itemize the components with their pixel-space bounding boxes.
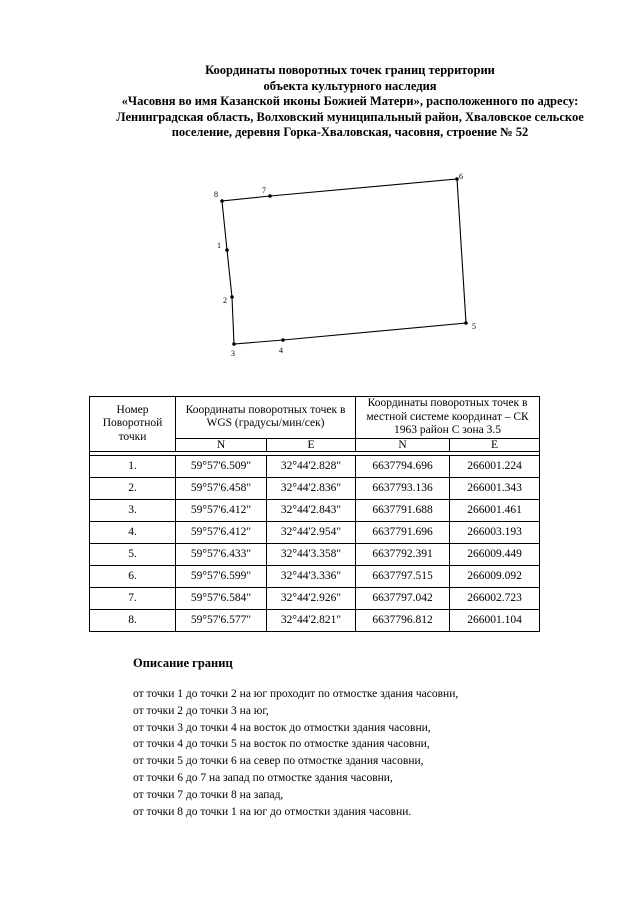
cell-local-e: 266009.092 (450, 565, 540, 587)
table-row (90, 609, 540, 631)
point-markers (220, 177, 468, 346)
cell-local-e: 266001.461 (450, 499, 540, 521)
point-marker-7 (268, 194, 272, 198)
description-line: от точки 8 до точки 1 на юг до отмостки здания часовни. (133, 805, 412, 818)
point-label-3: 3 (231, 349, 235, 358)
cell-local-e: 266003.193 (450, 521, 540, 543)
point-label-6: 6 (459, 172, 463, 181)
description-line: от точки 2 до точки 3 на юг, (133, 704, 269, 717)
point-label-2: 2 (223, 296, 227, 305)
point-marker-3 (232, 342, 236, 346)
cell-wgs-n: 59°57'6.577" (176, 609, 267, 631)
table-row (90, 455, 540, 477)
cell-point-number: 8. (90, 609, 176, 631)
header-local-e: E (450, 438, 540, 451)
description-title: Описание границ (133, 656, 233, 670)
point-marker-4 (281, 338, 285, 342)
cell-wgs-n: 59°57'6.584" (176, 587, 267, 609)
table-row (90, 499, 540, 521)
table-row (90, 521, 540, 543)
point-label-4: 4 (279, 346, 283, 355)
cell-wgs-n: 59°57'6.509" (176, 455, 267, 477)
cell-local-n: 6637797.042 (356, 587, 450, 609)
boundary-outline (222, 179, 466, 344)
cell-wgs-e: 32°44'2.843" (267, 499, 356, 521)
cell-point-number: 5. (90, 543, 176, 565)
cell-local-e: 266009.449 (450, 543, 540, 565)
table-row (90, 587, 540, 609)
cell-wgs-e: 32°44'3.336" (267, 565, 356, 587)
boundary-description (133, 686, 458, 820)
point-label-5: 5 (472, 322, 476, 331)
title-line-5: поселение, деревня Горка-Хваловская, часовня, строение № 52 (171, 125, 529, 139)
cell-local-e: 266001.224 (450, 455, 540, 477)
cell-point-number: 4. (90, 521, 176, 543)
cell-wgs-n: 59°57'6.458" (176, 477, 267, 499)
header-local-n: N (356, 438, 450, 451)
table-row (90, 565, 540, 587)
header-point-number: Номер Поворотной точки (90, 397, 176, 452)
boundary-diagram (0, 0, 640, 380)
description-line: от точки 3 до точки 4 на восток до отмостки здания часовни, (133, 721, 431, 734)
cell-wgs-e: 32°44'2.828" (267, 455, 356, 477)
point-label-7: 7 (262, 186, 266, 195)
point-label-8: 8 (214, 190, 218, 199)
cell-wgs-n: 59°57'6.599" (176, 565, 267, 587)
cell-wgs-e: 32°44'2.836" (267, 477, 356, 499)
cell-point-number: 1. (90, 455, 176, 477)
description-line: от точки 7 до точки 8 на запад, (133, 788, 284, 801)
cell-point-number: 7. (90, 587, 176, 609)
header-wgs-n: N (176, 438, 267, 451)
point-marker-5 (464, 321, 468, 325)
cell-wgs-e: 32°44'2.821" (267, 609, 356, 631)
table-row (90, 543, 540, 565)
cell-point-number: 3. (90, 499, 176, 521)
description-line: от точки 4 до точки 5 на восток по отмостке здания часовни, (133, 738, 430, 751)
cell-wgs-e: 32°44'3.358" (267, 543, 356, 565)
header-local-system: Координаты поворотных точек в местной системе координат – СК 1963 район С зона 3.5 (356, 397, 540, 439)
cell-wgs-e: 32°44'2.954" (267, 521, 356, 543)
description-line: от точки 1 до точки 2 на юг проходит по отмостке здания часовни, (133, 688, 459, 700)
table-row (90, 477, 540, 499)
cell-local-n: 6637792.391 (356, 543, 450, 565)
description-line: от точки 6 до 7 на запад по отмостке здания часовни, (133, 771, 393, 784)
coordinates-table (89, 396, 540, 632)
cell-local-n: 6637796.812 (356, 609, 450, 631)
cell-point-number: 2. (90, 477, 176, 499)
cell-local-e: 266001.104 (450, 609, 540, 631)
cell-local-n: 6637791.688 (356, 499, 450, 521)
description-line: от точки 5 до точки 6 на север по отмостке здания часовни, (133, 755, 424, 768)
point-marker-1 (225, 248, 229, 252)
cell-point-number: 6. (90, 565, 176, 587)
header-wgs-e: E (267, 438, 356, 451)
cell-local-e: 266001.343 (450, 477, 540, 499)
table-body (90, 455, 540, 631)
cell-local-n: 6637793.136 (356, 477, 450, 499)
cell-local-e: 266002.723 (450, 587, 540, 609)
cell-wgs-n: 59°57'6.412" (176, 499, 267, 521)
point-marker-2 (230, 295, 234, 299)
cell-wgs-n: 59°57'6.412" (176, 521, 267, 543)
header-wgs: Координаты поворотных точек в WGS (градусы/мин/сек) (176, 397, 356, 439)
cell-local-n: 6637791.696 (356, 521, 450, 543)
title-line-3: «Часовня во имя Казанской иконы Божией Матери», расположенного по адресу: (121, 94, 579, 108)
cell-wgs-n: 59°57'6.433" (176, 543, 267, 565)
title-line-4: Ленинградская область, Волховский муниципальный район, Хваловское сельское (116, 109, 584, 124)
title-line-1: Координаты поворотных точек границ территории (205, 63, 495, 77)
point-marker-8 (220, 199, 224, 203)
cell-local-n: 6637797.515 (356, 565, 450, 587)
cell-wgs-e: 32°44'2.926" (267, 587, 356, 609)
point-label-1: 1 (217, 241, 221, 250)
title-line-2: объекта культурного наследия (263, 78, 437, 93)
cell-local-n: 6637794.696 (356, 455, 450, 477)
